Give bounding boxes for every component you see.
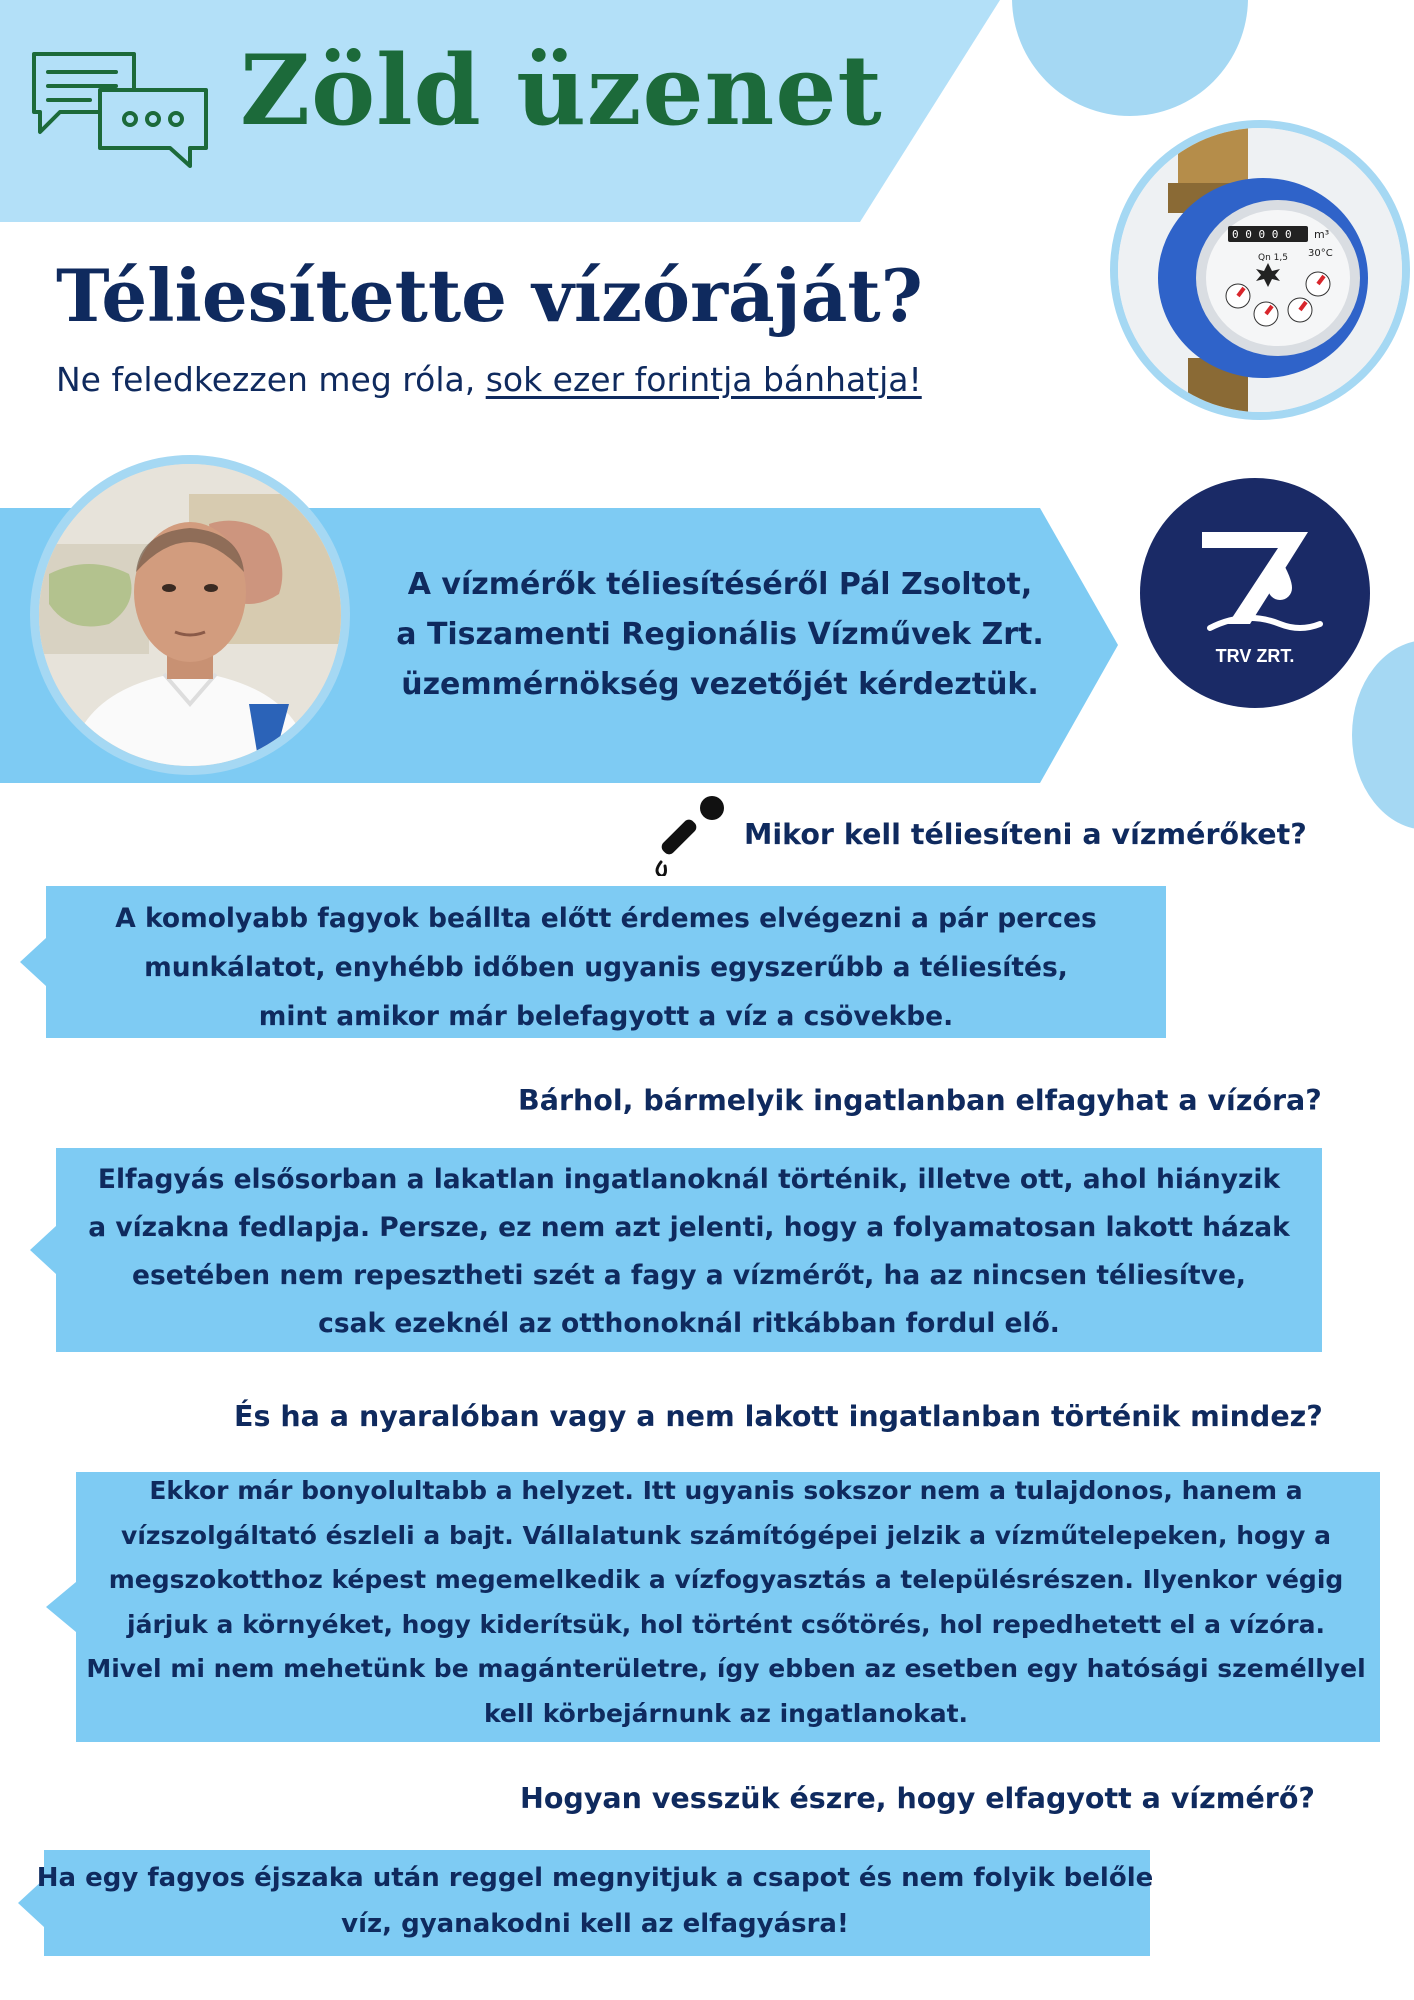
answer-line: járjuk a környéket, hogy kiderítsük, hol történt csőtörés, hol repedhetett el a vízóra. [127, 1609, 1325, 1639]
answer-line: Ekkor már bonyolultabb a helyzet. Itt ugyanis sokszor nem a tulajdonos, hanem a [149, 1476, 1303, 1505]
svg-text:0 0 0 0 0: 0 0 0 0 0 [1232, 228, 1292, 241]
question-2: Bárhol, bármelyik ingatlanban elfagyhat a vízóra? [518, 1084, 1322, 1117]
answer-line: csak ezeknél az otthonoknál ritkábban fordul elő. [318, 1308, 1060, 1339]
answer-line: A komolyabb fagyok beállta előtt érdemes elvégezni a pár perces [115, 903, 1097, 934]
intro-text [360, 560, 1080, 710]
intro-line: üzemmérnökség vezetőjét kérdeztük. [401, 667, 1039, 702]
person-photo-icon [39, 464, 341, 766]
question-3: És ha a nyaralóban vagy a nem lakott ingatlanban történik mindez? [234, 1400, 1323, 1433]
answer-line: a vízakna fedlapja. Persze, ez nem azt jelenti, hogy a folyamatosan lakott házak [88, 1212, 1290, 1243]
meter-temp-label: 30°C [1308, 248, 1333, 259]
answer-2 [56, 1156, 1322, 1348]
water-meter-photo [1110, 120, 1410, 420]
intro-line: A vízmérők téliesítéséről Pál Zsoltot, [407, 567, 1033, 602]
subtitle-emphasis: sok ezer forintja bánhatja! [485, 360, 922, 399]
answer-line: esetében nem repesztheti szét a fagy a vízmérőt, ha az nincsen téliesítve, [132, 1260, 1246, 1291]
brand-title: Zöld üzenet [240, 34, 883, 147]
answer-line: Mivel mi nem mehetünk be magánterületre, így ebben az esetben egy hatósági személlyel [86, 1654, 1366, 1683]
answer-line: megszokotthoz képest megemelkedik a vízfogyasztás a településrészen. Ilyenkor végig [108, 1565, 1344, 1594]
answer-line: Ha egy fagyos éjszaka után reggel megnyitjuk a csapot és nem folyik belőle [36, 1863, 1154, 1893]
answer-line: mint amikor már belefagyott a víz a csövekbe. [258, 1001, 954, 1032]
subtitle-lead: Ne feledkezzen meg róla, [56, 360, 486, 399]
intro-line: a Tiszamenti Regionális Vízművek Zrt. [396, 617, 1044, 652]
answer-line: Elfagyás elsősorban a lakatlan ingatlanoknál történik, illetve ott, ahol hiányzik [97, 1164, 1281, 1195]
company-logo [1140, 478, 1370, 708]
page-title: Téliesítette vízóráját? [56, 253, 923, 338]
meter-unit-label: m³ [1314, 228, 1330, 241]
decorative-circle [1012, 0, 1248, 116]
answer-4 [30, 1855, 1160, 1947]
question-1: Mikor kell téliesíteni a vízmérőket? [744, 818, 1307, 851]
question-4: Hogyan vesszük észre, hogy elfagyott a vízmérő? [520, 1782, 1315, 1815]
answer-line: kell körbejárnunk az ingatlanokat. [483, 1698, 969, 1728]
water-meter-icon [1118, 128, 1402, 412]
interviewee-portrait [30, 455, 350, 775]
answer-1 [46, 894, 1166, 1041]
trv-z-logo-icon [1202, 532, 1320, 628]
answer-line: vízszolgáltató észleli a bajt. Vállalatunk számítógépei jelzik a vízműtelepeken, hogy a [121, 1520, 1331, 1550]
logo-label: TRV ZRT. [1215, 646, 1295, 666]
microphone-icon [646, 792, 736, 876]
answer-line: víz, gyanakodni kell az elfagyásra! [341, 1909, 849, 1939]
subtitle [56, 360, 922, 399]
meter-qn-label: Qn 1,5 [1258, 253, 1288, 263]
answer-line: munkálatot, enyhébb időben ugyanis egyszerűbb a téliesítés, [144, 952, 1068, 983]
chat-bubbles-icon [30, 50, 210, 168]
answer-3 [76, 1469, 1376, 1736]
